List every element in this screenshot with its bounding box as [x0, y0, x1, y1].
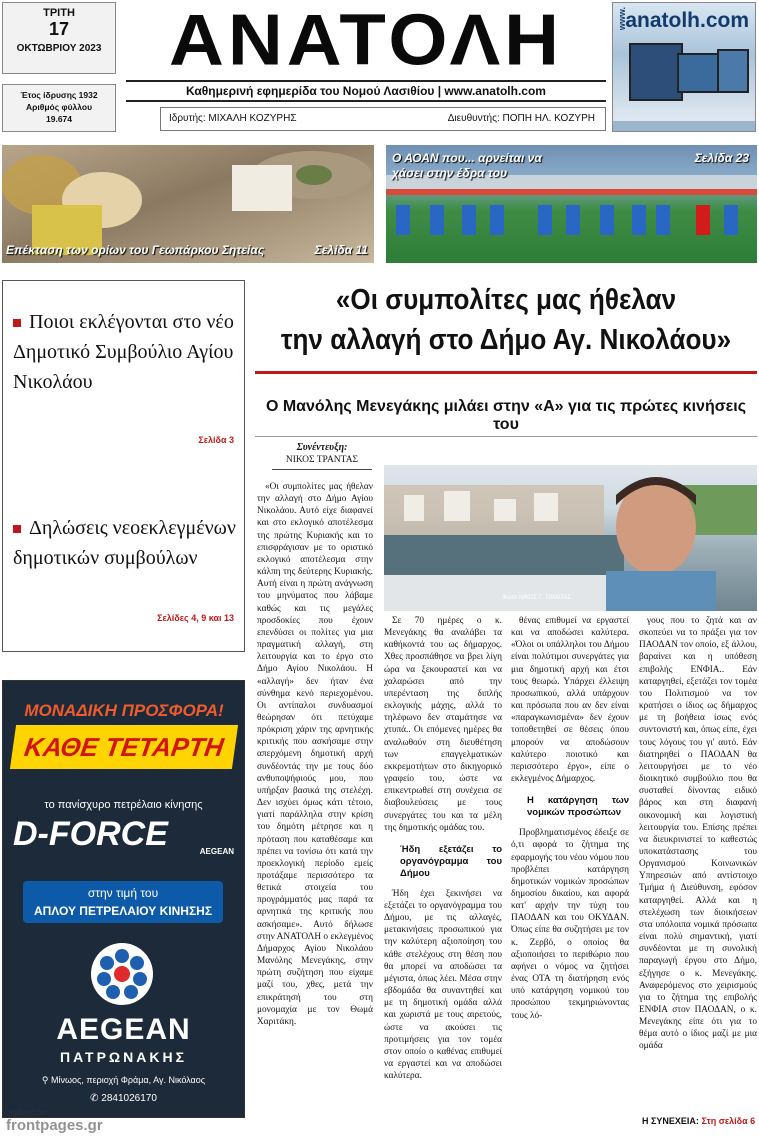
- bullet-icon: [13, 319, 21, 327]
- football-photo[interactable]: [386, 145, 757, 263]
- date-number: 17: [48, 19, 70, 39]
- issue-label: Αριθμός φύλλου: [25, 102, 93, 112]
- geopark-photo[interactable]: [2, 145, 374, 263]
- article-subhead: Ο Μανόλης Μενεγάκης μιλάει στην «Α» για τις πρώτες κινήσεις του: [265, 398, 747, 433]
- col3b-text: Προβληματισμένος έδειξε σε ό,τι αφορά το ζήτημα της εφαρμογής του νέου νόμου που προβλέπει κατάργηση δημοτικών νομικών προσώπων δημοσίου δικαίου, και αφορά κατ' αρχήν την τύχη του ΠΑΟΔΑΝ και του ΟΚΥΔΑΝ. Όπως είπε θα συζητήσει με τον κ. Ζερβό, ο οποίος θα αξιοποιήσει το περιθώριο που αφήνει ο νόμος να ζητήσει ένας ΟΤΑ τη διατήρηση ενός υπό κατάργηση νομικού του προσώπου τεκμηριώνοντας τους λό-: [511, 828, 629, 1021]
- continued-label: Η ΣΥΝΕΧΕΙΑ:: [642, 1116, 699, 1126]
- geopark-page: Σελίδα 11: [314, 243, 368, 257]
- col1-text: «Οι συμπολίτες μας ήθελαν την αλλαγή στο Δήμο Αγίου Νικολάου. Αυτό είχε διαφανεί και στο εκλογικό αποτέλεσμα της πρώτης Κυριακής και το επισφράγισαν με το οριστικό εκλογικό αποτέλεσμα στην κάλπη της δεύτερης Κυριακής. Αυτή είναι η πρώτη ανάγνωση του μηνύματος που λάβαμε καθώς και τις μεγάλες προσδοκίες που έχουν επενδύσει οι πολίτες για μια πραγματική αλλαγή, στη λειτουργία και το έργο στο Δήμο Αγίου Νικολάου. Η «αλλαγή» δεν ήταν ένα σύνθημα κενό περιεχομένου. Οι αντίπαλοι συνδυασμοί θεώρησαν ότι πετύχαμε πρόκριση χάριν της αρνητικής κριτικής που ασκήσαμε στην απερχόμενη δημοτική αρχή συνδέοντάς την με τους δύο ανθυποψήφιούς μου, που υπήρξαν βασικά της στελέχη. Δεν ισχύει όμως κάτι τέτοιο, γιατί παράλληλα στην κρίση του δημότη μέτρησε και η πρόταση που καταθέσαμε και πρέπει να τονίσω ότι κατά την προεκλογική περίοδο εμείς προτάξαμε περισσότερο τα θετικά στοιχεία του προγράμματός μας παρά τα αρνητικά της κριτικής που ασκήσαμε». Αυτό δήλωσε στην ΑΝΑΤΟΛΗ ο εκλεγμένος Δήμαρχος Αγίου Νικολάου Μανόλης Μενεγάκης, στην πρώτη συζήτηση που είχαμε μαζί του, χθες, μετά την επικράτησή του στη μονομαχία με τον Θωμά Χαριτάκη.: [257, 482, 373, 1027]
- founded-year: Έτος ίδρυσης 1932: [20, 90, 98, 100]
- continued-note[interactable]: [642, 1116, 755, 1126]
- col3-subheading: Η κατάργηση των νομικών προσώπων: [527, 795, 629, 819]
- col2b-text: Ήδη έχει ξεκινήσει να εξετάζει το οργανόγραμμα του Δήμου, με τις αλλαγές, μετακινήσεις προσωπικού για την καλύτερη αξιοποίηση του κάθε στελέχους στη θέση που θα μπορεί να αποδώσει τα μέγιστα, όπως λέει. Μέσα στην εβδομάδα θα συναντηθεί και με τη δημοτική ομάδα αλλά και χωριστά με τους αιρετούς, ώστε να ακούσει τις προτιμήσεις για τον τομέα στον οποίο ο καθένας επιθυμεί να εργαστεί και να αποδώσει καλύτερα.: [384, 888, 502, 1082]
- location-pin-icon: ⚲: [41, 1075, 51, 1085]
- fuel-ad[interactable]: [2, 680, 245, 1118]
- issue-number: 19.674: [46, 114, 72, 124]
- index-box: [2, 280, 245, 652]
- article-col-2: [384, 615, 502, 1127]
- website-ad[interactable]: [612, 2, 756, 132]
- col2-subheading: Ήδη εξετάζει το οργανόγραμμα του Δήμου: [400, 843, 502, 879]
- monitor-graphic: [629, 43, 683, 101]
- bullet-icon: [13, 525, 21, 533]
- subhead-rule: [255, 436, 757, 437]
- aegean-logo-icon: [91, 943, 153, 1005]
- index-item-1[interactable]: [13, 307, 238, 397]
- main-headline[interactable]: [280, 280, 732, 360]
- ad-price-line1: στην τιμή του: [87, 886, 159, 900]
- geopark-caption: Επέκταση των ορίων του Γεωπάρκου Σητείας: [6, 243, 265, 257]
- continued-page: Στη σελίδα 6: [701, 1116, 756, 1126]
- ad-dealer: ΠΑΤΡΩΝΑΚΗΣ: [59, 1049, 187, 1065]
- index-item-2-text: Δηλώσεις νεοεκλεγμένων δημοτικών συμβούλων: [13, 517, 236, 569]
- watermark: [6, 1108, 103, 1134]
- index-item-1-text: Ποιοι εκλέγονται στο νέο Δημοτικό Συμβούλιο Αγίου Νικολάου: [13, 311, 234, 393]
- date-box: [2, 2, 116, 74]
- founder-name: Ιδρυτής: ΜΙΧΑΛΗ ΚΟΖΥΡΗΣ: [169, 113, 297, 124]
- watermark-big: frontpages.gr: [6, 1117, 103, 1134]
- headline-line-1: «Οι συμπολίτες μας ήθελαν: [335, 284, 677, 316]
- issue-info-box: [2, 84, 116, 132]
- ad-offer: ΜΟΝΑΔΙΚΗ ΠΡΟΣΦΟΡΑ!: [24, 701, 224, 720]
- month-year: ΟΚΤΩΒΡΙΟΥ 2023: [16, 43, 102, 54]
- col2a-text: Σε 70 ημέρες ο κ. Μενεγάκης θα αναλάβει τα καθήκοντά του ως δήμαρχος. Χθες προσπάθησε να βρει λίγη ώρα να ξεκουραστεί και να χαλαρώσει από την υπερένταση της διπλής εκλογικής μάχης, αλλά το τηλέφωνο δεν σταμάτησε να χτυπά.. Οι επόμενες ημέρες θα αναλωθούν στη διευθέτηση των επαγγελματικών εκκρεμοτήτων στο δικηγορικό γραφείο του, ώστε να επικεντρωθεί στη συνέχεια σε διαβουλεύσεις με τους συνεργάτες του και τα μέλη της δημοτικής ομάδας του.: [384, 616, 502, 833]
- index-item-1-page: Σελίδα 3: [198, 435, 234, 445]
- article-col-1: [257, 481, 373, 1127]
- aegean-logo-graphic: [91, 943, 153, 1005]
- ad-product-line: το πανίσχυρο πετρέλαιο κίνησης: [44, 799, 203, 811]
- ad-price-line2: ΑΠΛΟΥ ΠΕΤΡΕΛΑΙΟΥ ΚΙΝΗΣΗΣ: [33, 904, 213, 918]
- website-ad-prefix: www.: [617, 7, 627, 31]
- byline-label: Συνέντευξη:: [296, 442, 348, 453]
- article-col-4: [639, 615, 757, 1115]
- headline-line-2: την αλλαγή στο Δήμο Αγ. Νικολάου»: [280, 324, 732, 356]
- ad-price-box: [23, 881, 223, 923]
- ad-base: [613, 121, 756, 132]
- ad-phone: [3, 1093, 244, 1104]
- interview-photo-graphic: [384, 465, 757, 611]
- phone-icon: ✆: [90, 1093, 102, 1104]
- ad-small-brand: AEGEAN: [199, 847, 234, 856]
- photo-credit: Φωτό ΝΙΚΟΣ Γ. ΤΡΑΝΤΑΣ: [502, 595, 571, 601]
- tagline: Καθημερινή εφημερίδα του Νομού Λασιθίου | www.anatolh.com: [126, 80, 606, 102]
- ad-address: [3, 1075, 244, 1086]
- byline-name: ΝΙΚΟΣ ΤΡΑΝΤΑΣ: [285, 455, 359, 465]
- article-col-3: [511, 615, 629, 1127]
- ad-address-text: Μίνωος, περιοχή Φράμα, Αγ. Νικόλαος: [51, 1075, 206, 1085]
- ad-brand: AEGEAN: [56, 1013, 191, 1046]
- col3a-text: θένας επιθυμεί να εργαστεί και να αποδώσει καλύτερα. «Όλοι οι υπάλληλοι του Δήμου είναι πολύτιμοι συνεργάτες για μια δημοτική αρχή και έτσι τους θεωρώ. Υπάρχει έλλειψη προσωπικού, αλλά υπάρχουν και πρόσωπα που αν δεν είναι «παραγκωνισμένα» δεν έχουν τοποθετηθεί σε θέσεις όπου μπορούν να αποδώσουν καλύτερο ποιοτικό και περισσότερο έργο», είπε ο εκλεγμένος Δήμαρχος.: [511, 616, 629, 785]
- masthead-title: ΑΝΑΤΟΛΗ: [168, 0, 564, 81]
- byline: [272, 441, 372, 470]
- col4-text: γους που το ζητά και αν σκοπεύει να το πράξει για τον ΠΑΟΔΑΝ τον οποίο, εξ άλλου, βαραίνει και η υπόθεση επιβολής ΕΝΦΙΑ.. Εάν καταργηθεί, εξετάζει τον τομέα του Πολιτισμού να τον κρατήσει ο ίδιος ως δήμαρχος με τη βοήθεια ίσως ενός συντονιστή και, όπως είπε, έχει τους λόγους του γι' αυτό. Εάν διατηρηθεί ο ΠΑΟΔΑΝ θα λειτουργήσει με το νέο διοικητικό συμβούλιο που θα συσταθεί δίνοντας ειδικό βάρος και στη διαφανή οικονομική και λογιστική λειτουργία του. Επίσης πρέπει να διευκρινιστεί το καθεστώς υποκατάστασης του Οργανισμού Κοινωνικών Υπηρεσιών από αντίστοιχο Τμήμα ή Διεύθυνση, εφόσον καταργηθεί. Αλλά και η στελέχωση των διοικήσεων στα υπόλοιπα νομικά πρόσωπα είναι πολύ σημαντική, γιατί συνδέονται με τη συνολική παραγωγή έργου στο Δήμο, εξήγησε ο κ. Μενεγάκης. Αναφερόμενος στο χειρισμούς για το ζήτημα της επιβολής ΕΝΦΙΑ στον ΠΑΟΔΑΝ, ο κ. Μενεγάκης είπε ότι για το θέμα αυτό ο ίδιος μαζί με μια ομάδα: [639, 616, 757, 1052]
- director-name: Διευθυντής: ΠΟΠΗ ΗΛ. ΚΟΖΥΡΗ: [447, 113, 595, 124]
- index-item-2-page: Σελίδες 4, 9 και 13: [157, 613, 234, 623]
- football-page: Σελίδα 23: [694, 151, 749, 165]
- headline-divider: [255, 371, 757, 374]
- ad-product-name: D-FORCE: [13, 815, 168, 853]
- tablet-graphic: [717, 49, 749, 93]
- founders-bar: [160, 107, 606, 131]
- day-label: ΤΡΙΤΗ: [43, 7, 75, 19]
- football-caption: Ο ΑΟΑΝ που... αρνείται να χάσει στην έδρα του: [392, 151, 542, 180]
- interview-photo[interactable]: [384, 465, 757, 611]
- watermark-small: digitized for: [6, 1108, 47, 1117]
- ad-every-wednesday: ΚΑΘΕ ΤΕΤΑΡΤΗ: [10, 725, 238, 769]
- index-item-2[interactable]: [13, 513, 238, 573]
- ad-phone-number: 2841026170: [101, 1093, 157, 1104]
- website-ad-brand: anatolh.com: [625, 9, 749, 32]
